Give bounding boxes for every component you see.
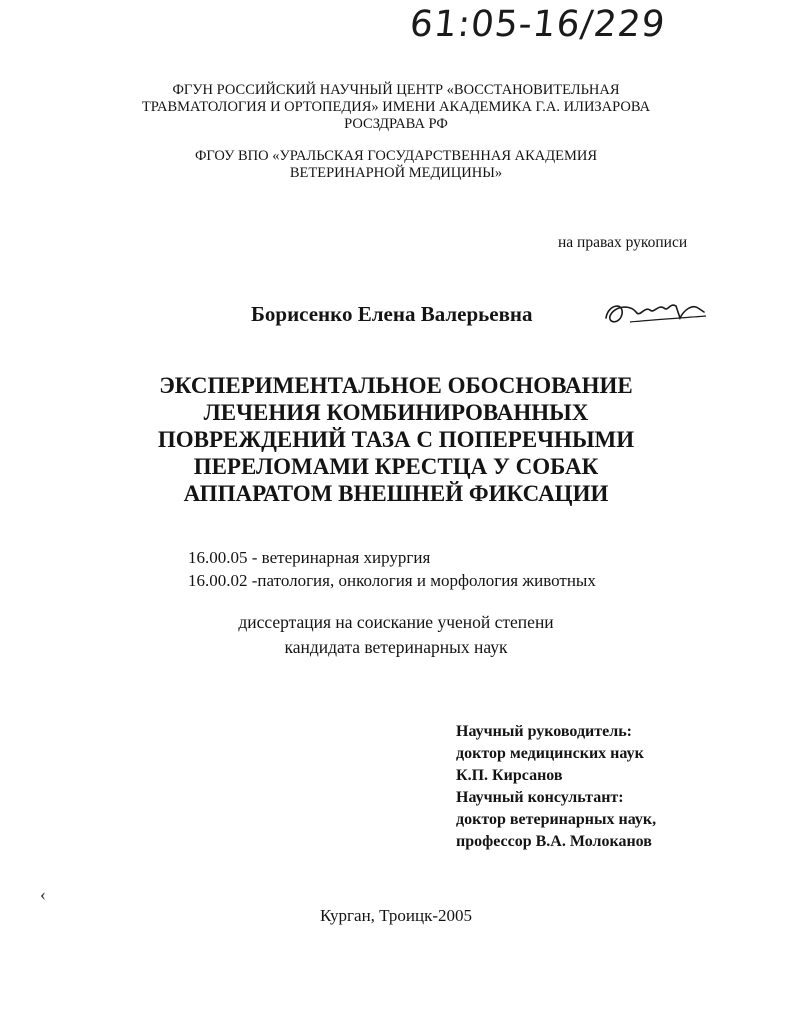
handwritten-code: 61:05-16/229 bbox=[407, 4, 668, 45]
org-1-line-1: ФГУН РОССИЙСКИЙ НАУЧНЫЙ ЦЕНТР «ВОССТАНОВИТЕЛЬНАЯ bbox=[172, 82, 620, 98]
manuscript-note: на правах рукописи bbox=[558, 234, 688, 251]
degree-line-2: кандидата ветеринарных наук bbox=[284, 637, 508, 657]
degree-line-1: диссертация на соискание ученой степени bbox=[238, 612, 554, 632]
author-name: Борисенко Елена Валерьевна bbox=[251, 302, 533, 326]
org-1-line-3: РОСЗДРАВА РФ bbox=[344, 116, 448, 132]
advisors bbox=[456, 721, 656, 853]
org-2-line-2: ВЕТЕРИНАРНОЙ МЕДИЦИНЫ» bbox=[289, 165, 503, 181]
advisor-line-2: доктор медицинских наук bbox=[456, 745, 644, 762]
org-2-line-1: ФГОУ ВПО «УРАЛЬСКАЯ ГОСУДАРСТВЕННАЯ АКАДЕМИЯ bbox=[194, 148, 598, 164]
title-line-2: ЛЕЧЕНИЯ КОМБИНИРОВАННЫХ bbox=[203, 400, 589, 425]
specialties bbox=[188, 546, 596, 592]
advisor-line-6: профессор В.А. Молоканов bbox=[456, 833, 652, 850]
advisor-line-3: К.П. Кирсанов bbox=[456, 767, 563, 784]
city-year: Курган, Троицк-2005 bbox=[319, 906, 473, 925]
specialty-2: 16.00.02 -патология, онкология и морфология животных bbox=[188, 571, 596, 590]
scan-mark: ‹ bbox=[40, 884, 46, 904]
advisor-line-1: Научный руководитель: bbox=[456, 723, 632, 740]
org-1-line-2: ТРАВМАТОЛОГИЯ И ОРТОПЕДИЯ» ИМЕНИ АКАДЕМИКА Г.А. ИЛИЗАРОВА bbox=[141, 99, 651, 115]
title-line-5: АППАРАТОМ ВНЕШНЕЙ ФИКСАЦИИ bbox=[183, 481, 609, 506]
dissertation-title bbox=[0, 372, 792, 507]
title-line-1: ЭКСПЕРИМЕНТАЛЬНОЕ ОБОСНОВАНИЕ bbox=[159, 373, 633, 398]
signature-icon bbox=[600, 296, 710, 332]
advisor-line-5: доктор ветеринарных наук, bbox=[456, 811, 657, 828]
organization-1 bbox=[0, 82, 792, 133]
title-line-4: ПЕРЕЛОМАМИ КРЕСТЦА У СОБАК bbox=[193, 454, 599, 479]
organization-2 bbox=[0, 148, 792, 182]
dissertation-degree bbox=[0, 610, 792, 660]
specialty-1: 16.00.05 - ветеринарная хирургия bbox=[188, 548, 431, 567]
advisor-line-4: Научный консультант: bbox=[456, 789, 624, 806]
title-line-3: ПОВРЕЖДЕНИЙ ТАЗА С ПОПЕРЕЧНЫМИ bbox=[157, 427, 635, 452]
